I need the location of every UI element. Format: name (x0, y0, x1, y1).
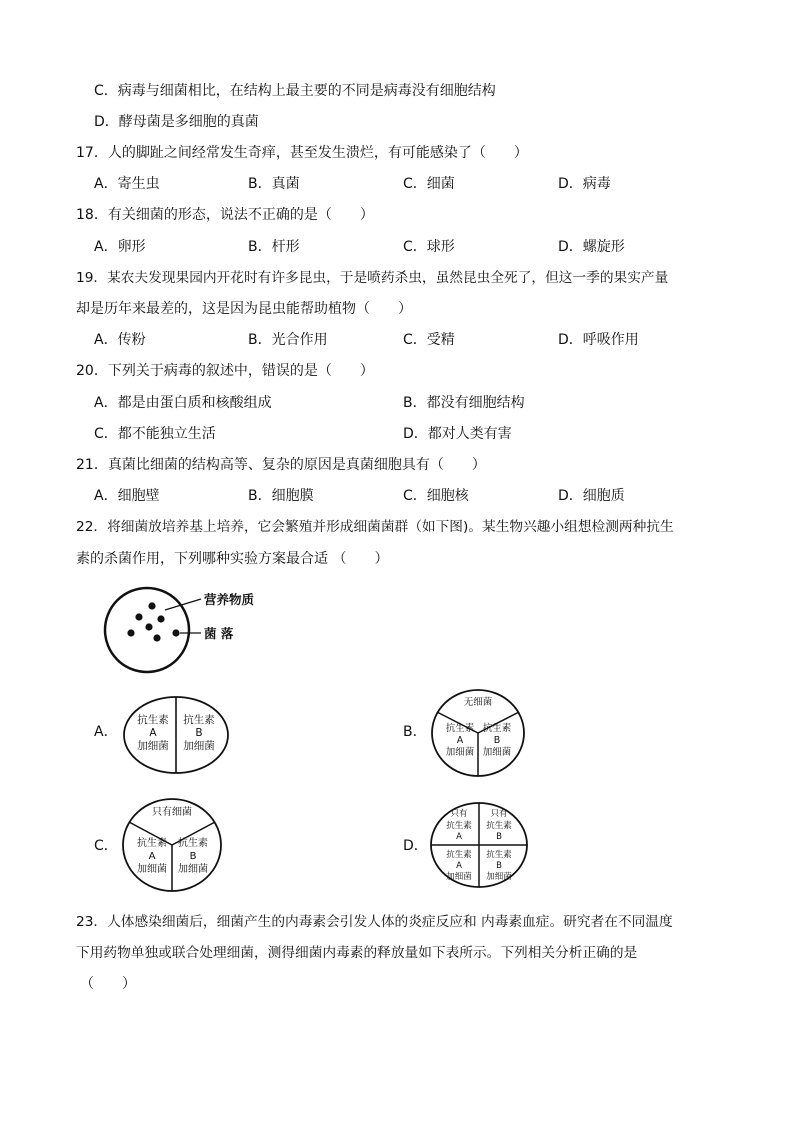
q18-option-a: A．卵形 (94, 239, 146, 255)
choice-c-top-label: 只有细菌 (152, 807, 192, 818)
q22-choice-a-dish (122, 695, 230, 775)
q22-choice-a-letter: A． (94, 724, 118, 740)
colony-dot (135, 613, 142, 620)
choice-d-bl-line1: 抗生素 (446, 850, 472, 860)
q22-stem-line2: 素的杀菌作用，下列哪种实验方案最合适 （ ） (76, 551, 389, 567)
q18-option-c: C．球形 (403, 239, 455, 255)
q23-stem-line2: 下用药物单独或联合处理细菌，测得细菌内毒素的释放量如下表所示。下列相关分析正确的是 (76, 945, 638, 961)
q19-stem-line1: 19．某农夫发现果园内开花时有许多昆虫，于是喷药杀虫，虽然昆虫全死了，但这一季的果实产量 (76, 270, 669, 286)
choice-a-right-line2: B (195, 727, 203, 739)
q22-stem-line1: 22．将细菌放培养基上培养，它会繁殖并形成细菌菌群（如下图)。某生物兴趣小组想检测两种抗生 (76, 519, 674, 535)
q18-option-b: B．杆形 (248, 239, 300, 255)
q23-stem-line1: 23．人体感染细菌后，细菌产生的内毒素会引发人体的炎症反应和 内毒素血症。研究者在不同温度 (76, 914, 673, 930)
choice-d-tr-line1: 只有 (490, 809, 508, 819)
choice-c-left-line3: 加细菌 (137, 864, 167, 875)
q19-option-c: C．受精 (403, 332, 455, 348)
choice-a-left-line2: A (149, 727, 157, 739)
colony-dot (153, 634, 160, 641)
q22-choice-c-dish (120, 796, 224, 894)
q17-option-c: C．细菌 (403, 176, 455, 192)
q16-option-d: D．酵母菌是多细胞的真菌 (94, 114, 259, 130)
colony-dot (157, 615, 164, 622)
choice-d-tr-line2: 抗生素 (486, 821, 512, 831)
choice-d-br-line1: 抗生素 (486, 850, 512, 860)
colony-dot (127, 629, 134, 636)
choice-d-bl-line2: A (456, 861, 462, 871)
q17-stem: 17．人的脚趾之间经常发生奇痒，甚至发生溃烂，有可能感染了（ ） (76, 145, 528, 161)
choice-d-br-line2: B (496, 861, 502, 871)
q20-option-a: A．都是由蛋白质和核酸组成 (94, 395, 272, 411)
choice-a-right-line1: 抗生素 (183, 714, 215, 726)
q19-option-b: B．光合作用 (248, 332, 328, 348)
q19-stem-line2: 却是历年来最差的，这是因为昆虫能帮助植物（ ） (76, 301, 412, 317)
choice-b-right-line2: B (493, 735, 501, 746)
q22-choice-d-dish (428, 800, 530, 890)
q21-option-d: D．细胞质 (558, 488, 625, 504)
choice-b-top-label: 无细菌 (463, 697, 493, 708)
q16-option-c: C．病毒与细菌相比，在结构上最主要的不同是病毒没有细胞结构 (94, 83, 496, 99)
q21-option-a: A．细胞壁 (94, 488, 160, 504)
q20-option-d: D．都对人类有害 (403, 426, 512, 442)
q22-choice-d-letter: D． (403, 838, 428, 854)
choice-c-left-line2: A (148, 851, 156, 862)
choice-b-right-line1: 抗生素 (482, 723, 512, 734)
choice-a-right-line3: 加细菌 (183, 740, 215, 752)
choice-d-tl-line2: 抗生素 (446, 821, 472, 831)
q22-choice-b-letter: B． (403, 724, 427, 740)
choice-b-right-line3: 加细菌 (482, 747, 512, 758)
colony-dot (145, 623, 152, 630)
q21-stem: 21．真菌比细菌的结构高等、复杂的原因是真菌细胞具有（ ） (76, 457, 486, 473)
q17-option-d: D．病毒 (558, 176, 611, 192)
choice-c-right-line2: B (189, 851, 197, 862)
choice-c-right-line3: 加细菌 (178, 864, 208, 875)
q18-option-d: D．螺旋形 (558, 239, 625, 255)
petri-dish-figure (100, 583, 270, 678)
choice-b-left-line3: 加细菌 (445, 747, 475, 758)
choice-c-right-line1: 抗生素 (178, 838, 208, 849)
q20-option-b: B．都没有细胞结构 (403, 395, 525, 411)
q22-choice-b-dish (429, 688, 527, 778)
choice-d-tl-line3: A (456, 832, 462, 842)
q17-option-b: B．真菌 (248, 176, 300, 192)
choice-c-left-line1: 抗生素 (137, 838, 167, 849)
nutrient-label: 营养物质 (204, 592, 255, 607)
colony-label: 菌 落 (204, 626, 234, 641)
q19-option-a: A．传粉 (94, 332, 146, 348)
choice-d-br-line3: 加细菌 (486, 872, 512, 882)
q21-option-c: C．细胞核 (403, 488, 469, 504)
choice-d-bl-line3: 加细菌 (446, 872, 472, 882)
choice-a-left-line1: 抗生素 (137, 714, 169, 726)
q20-option-c: C．都不能独立生活 (94, 426, 216, 442)
q21-option-b: B．细胞膜 (248, 488, 314, 504)
choice-d-tr-line3: B (496, 832, 502, 842)
choice-d-tl-line1: 只有 (450, 809, 468, 819)
q18-stem: 18．有关细菌的形态，说法不正确的是（ ） (76, 207, 374, 223)
choice-a-left-line3: 加细菌 (137, 740, 169, 752)
q17-option-a: A．寄生虫 (94, 176, 160, 192)
q22-choice-c-letter: C． (94, 838, 118, 854)
q23-stem-line3: （ ） (80, 976, 136, 992)
colony-dot (172, 629, 179, 636)
q19-option-d: D．呼吸作用 (558, 332, 639, 348)
choice-b-left-line1: 抗生素 (445, 723, 475, 734)
choice-b-left-line2: A (456, 735, 464, 746)
q20-stem: 20．下列关于病毒的叙述中，错误的是（ ） (76, 363, 374, 379)
colony-dot (148, 602, 155, 609)
